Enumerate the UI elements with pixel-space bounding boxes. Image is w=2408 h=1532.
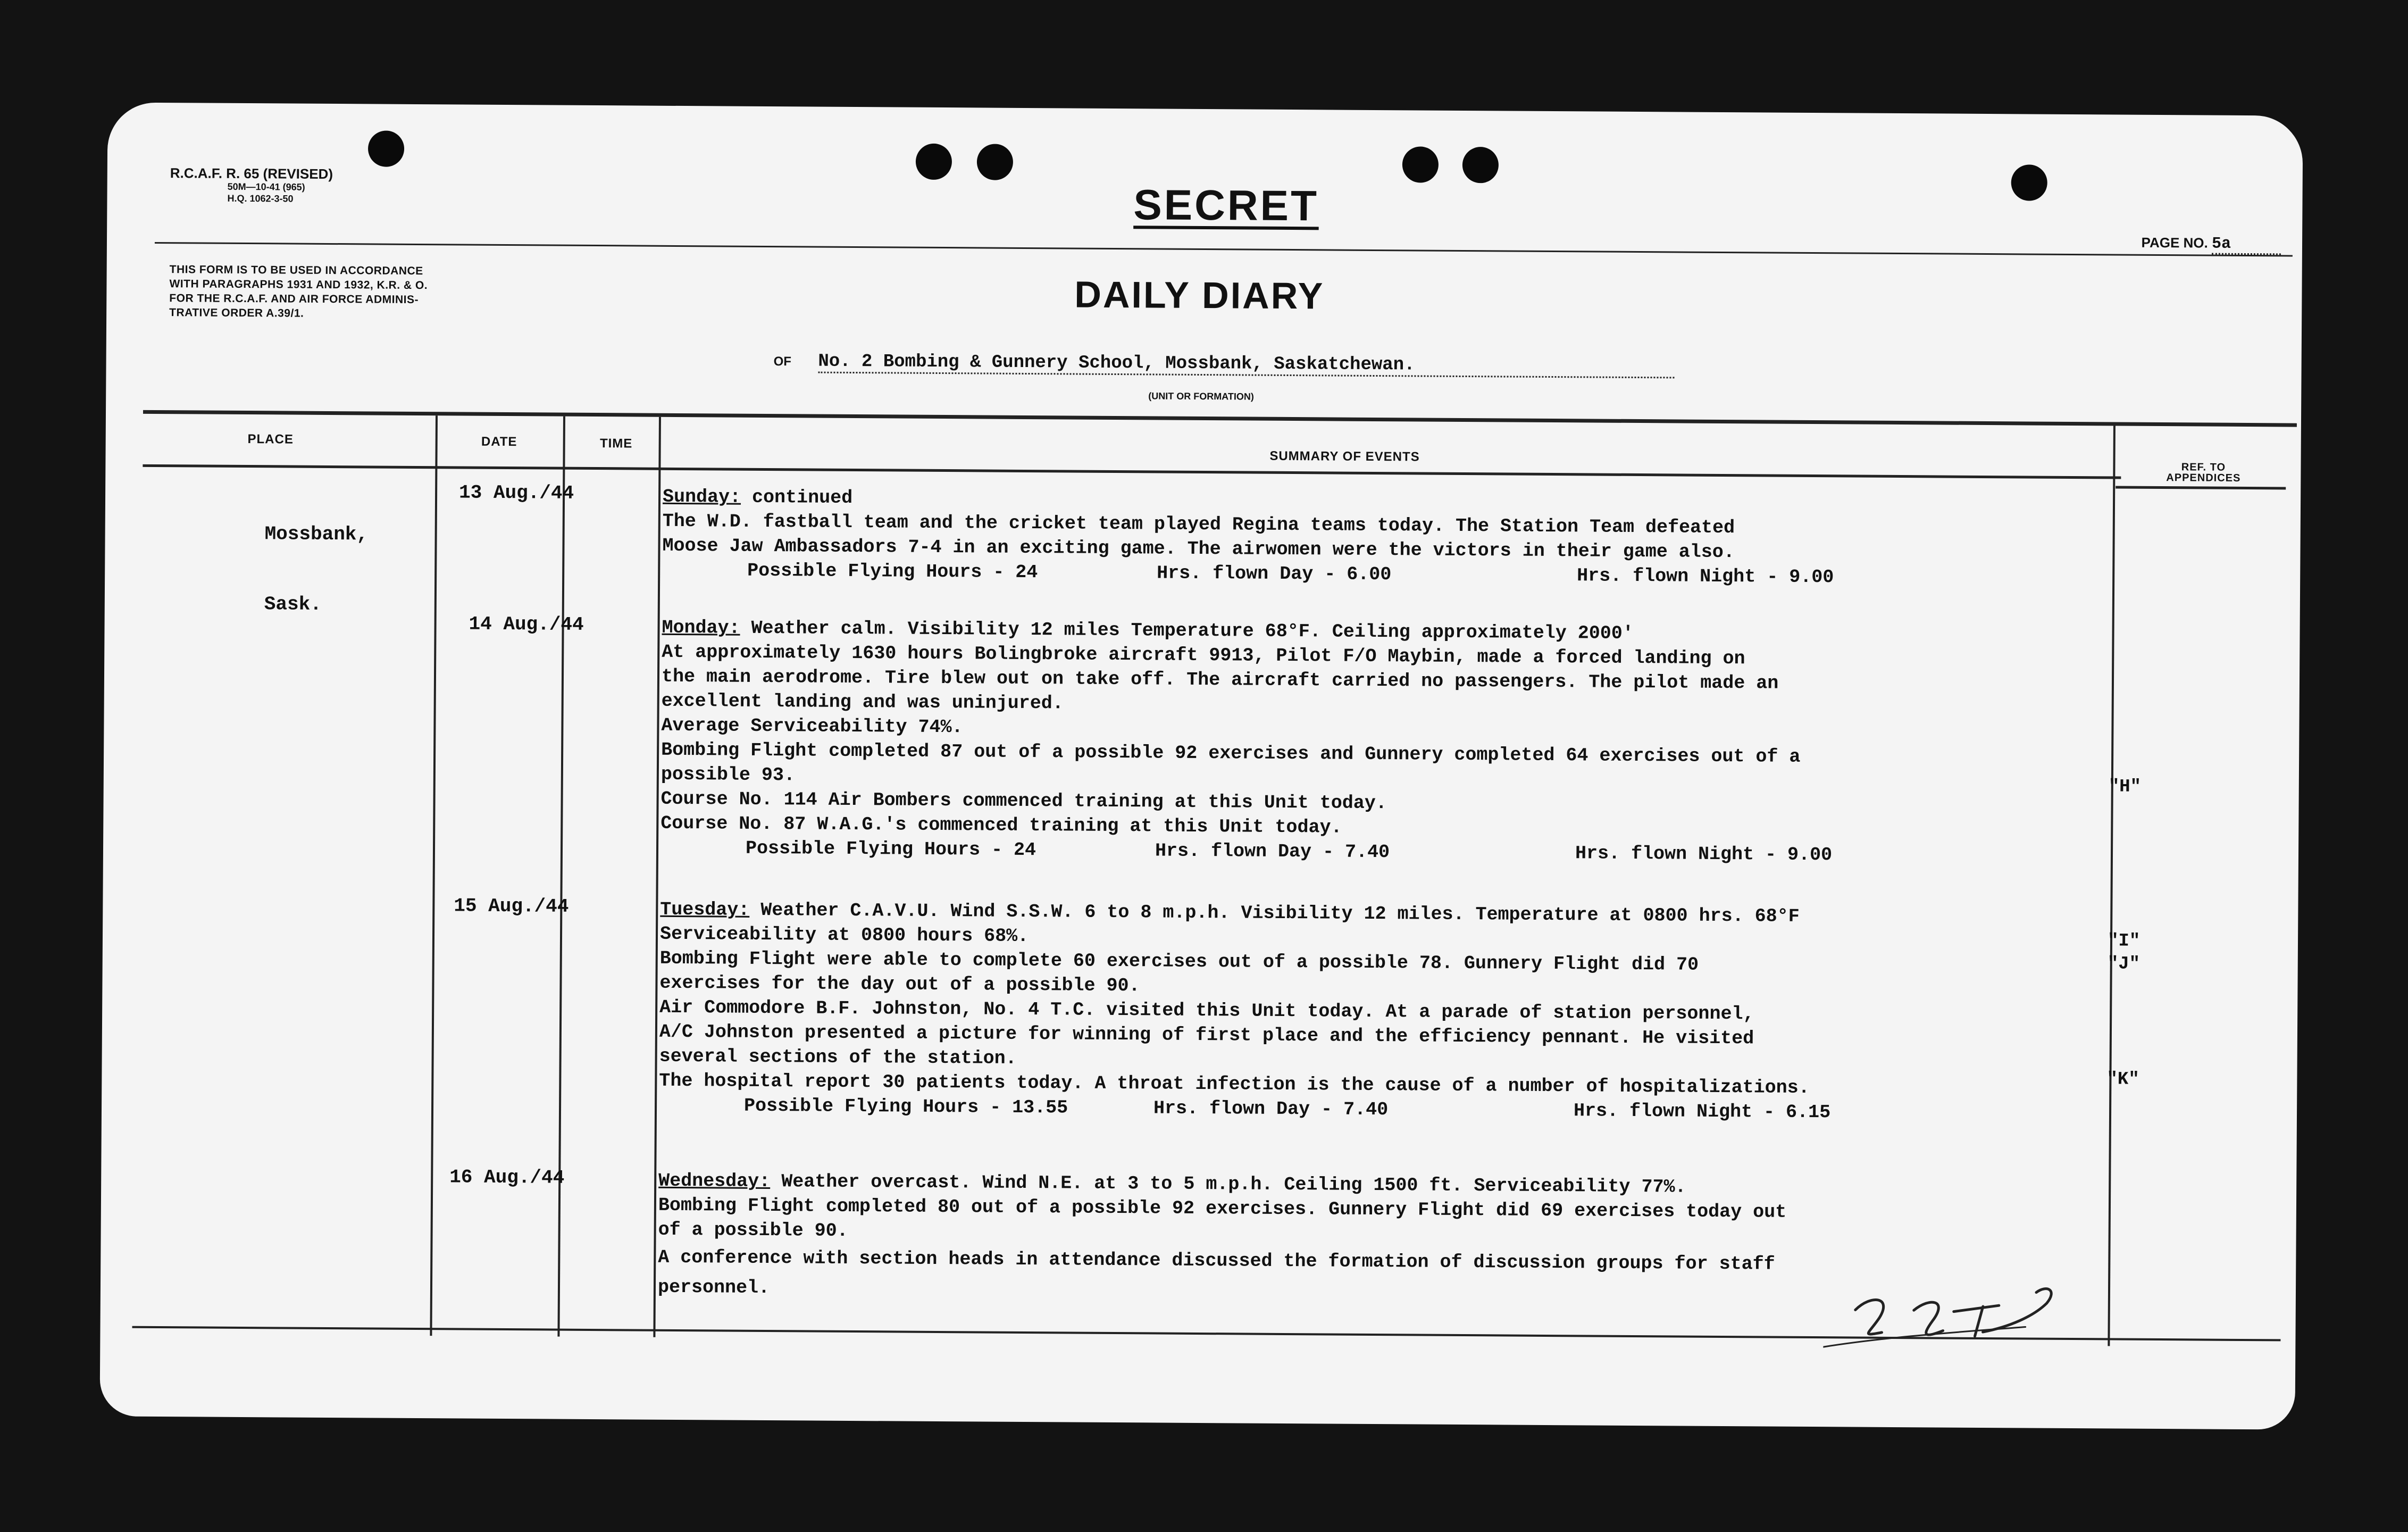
column-divider bbox=[557, 417, 565, 1337]
hours-flown-day: Hrs. flown Day - 7.40 bbox=[1155, 840, 1390, 863]
entry-summary bbox=[659, 897, 2005, 1126]
usage-notice bbox=[169, 262, 574, 322]
form-print-run: 50M—10-41 (965) bbox=[227, 181, 305, 193]
punch-hole bbox=[368, 130, 404, 166]
column-header-summary: SUMMARY OF EVENTS bbox=[1269, 448, 1420, 464]
summary-text: Weather C.A.V.U. Wind S.S.W. 6 to 8 m.p.h. Visibility 12 miles. Temperature at 0800 hrs. 68°F bbox=[749, 899, 1800, 927]
entry-summary bbox=[658, 1169, 2004, 1308]
punch-hole bbox=[1462, 147, 1499, 183]
summary-line: personnel. bbox=[657, 1276, 770, 1299]
hours-flown-night: Hrs. flown Night - 6.15 bbox=[1573, 1100, 1831, 1123]
hours-flown-night: Hrs. flown Night - 9.00 bbox=[1575, 843, 1833, 866]
of-label: OF bbox=[773, 354, 792, 369]
column-header-ref bbox=[2121, 462, 2286, 484]
possible-flying-hours: Possible Flying Hours - 24 bbox=[745, 837, 1036, 861]
unit-name: No. 2 Bombing & Gunnery School, Mossbank, Saskatchewan. bbox=[818, 352, 1674, 379]
hours-flown-night: Hrs. flown Night - 9.00 bbox=[1577, 565, 1834, 588]
ref-header-line: REF. TO bbox=[2181, 461, 2226, 473]
column-header-place: PLACE bbox=[247, 432, 294, 447]
summary-text: Weather calm. Visibility 12 miles Temperature 68°F. Ceiling approximately 2000' bbox=[740, 617, 1634, 644]
summary-line: At approximately 1630 hours Bolingbroke aircraft 9913, Pilot F/O Maybin, made a forced landing on bbox=[662, 641, 1745, 670]
summary-text: Weather overcast. Wind N.E. at 3 to 5 m.p.h. Ceiling 1500 ft. Serviceability 77%. bbox=[770, 1171, 1686, 1198]
appendix-ref: "J" bbox=[2107, 954, 2141, 975]
form-hq-ref: H.Q. 1062-3-50 bbox=[227, 193, 294, 204]
column-header-time: TIME bbox=[599, 436, 633, 451]
notice-line: TRATIVE ORDER A.39/1. bbox=[169, 306, 304, 320]
notice-line: THIS FORM IS TO BE USED IN ACCORDANCE bbox=[169, 263, 423, 278]
hours-flown-day: Hrs. flown Day - 6.00 bbox=[1157, 562, 1392, 586]
summary-line: The W.D. fastball team and the cricket team played Regina teams today. The Station Team defeated bbox=[662, 510, 1735, 539]
summary-line: Bombing Flight were able to complete 60 exercises out of a possible 78. Gunnery Flight did 70 bbox=[659, 947, 1699, 976]
summary-line: exercises for the day out of a possible 90. bbox=[659, 972, 1140, 997]
entry-date: 13 Aug./44 bbox=[458, 481, 574, 504]
unit-caption: (UNIT OR FORMATION) bbox=[1148, 390, 1254, 402]
page-number-value: 5a bbox=[2212, 235, 2281, 255]
column-divider bbox=[430, 415, 438, 1336]
day-label: Wednesday: bbox=[658, 1170, 771, 1193]
entry-summary bbox=[660, 615, 2008, 868]
column-divider bbox=[2108, 426, 2116, 1346]
form-number: R.C.A.F. R. 65 (REVISED) bbox=[170, 165, 333, 182]
entry-summary bbox=[662, 485, 2008, 590]
place-line: Mossbank, bbox=[264, 523, 369, 546]
possible-flying-hours: Possible Flying Hours - 13.55 bbox=[743, 1095, 1068, 1119]
unit-row bbox=[773, 351, 1674, 378]
day-label: Sunday: bbox=[662, 486, 741, 508]
ref-header-line: APPENDICES bbox=[2166, 472, 2241, 484]
table-top-rule bbox=[143, 410, 2297, 427]
page-number-label: PAGE NO. bbox=[2141, 234, 2208, 251]
ref-head-rule bbox=[2116, 486, 2286, 489]
punch-hole bbox=[977, 144, 1013, 180]
summary-line: Course No. 87 W.A.G.'s commenced training at this Unit today. bbox=[660, 812, 1342, 838]
punch-hole bbox=[916, 144, 952, 180]
summary-line: possible 93. bbox=[660, 763, 796, 786]
possible-flying-hours: Possible Flying Hours - 24 bbox=[747, 560, 1038, 584]
summary-line: A conference with section heads in attendance discussed the formation of discussion groups for staff bbox=[658, 1246, 1775, 1275]
summary-line: Bombing Flight completed 87 out of a possible 92 exercises and Gunnery completed 64 exercises out of a bbox=[661, 739, 1801, 768]
hours-flown-day: Hrs. flown Day - 7.40 bbox=[1153, 1097, 1389, 1121]
summary-line: Course No. 114 Air Bombers commenced training at this Unit today. bbox=[660, 788, 1387, 814]
summary-line: Serviceability at 0800 hours 68%. bbox=[659, 923, 1029, 947]
summary-line: the main aerodrome. Tire blew out on take off. The aircraft carried no passengers. The pilot made an bbox=[661, 665, 1779, 694]
classification-stamp: SECRET bbox=[1133, 181, 1319, 230]
entry-date: 15 Aug./44 bbox=[454, 895, 569, 918]
summary-text: continued bbox=[740, 486, 853, 509]
appendix-ref: "H" bbox=[2108, 777, 2142, 797]
notice-line: WITH PARAGRAPHS 1931 AND 1932, K.R. & O. bbox=[169, 278, 428, 292]
summary-line: Bombing Flight completed 80 out of a possible 92 exercises. Gunnery Flight did 69 exercises today out bbox=[658, 1194, 1787, 1223]
entry-date: 14 Aug./44 bbox=[469, 613, 584, 636]
header-rule bbox=[155, 242, 2293, 257]
table-head-rule bbox=[143, 464, 2121, 479]
page-number bbox=[2141, 235, 2281, 255]
appendix-ref: "I" bbox=[2107, 931, 2141, 952]
form-identifier bbox=[170, 165, 333, 205]
handwritten-initials bbox=[1823, 1272, 2068, 1359]
summary-line: The hospital report 30 patients today. A throat infection is the cause of a number of hospitalizations. bbox=[659, 1070, 1810, 1098]
diary-form bbox=[99, 102, 2303, 1429]
place-cell bbox=[264, 476, 369, 663]
punch-hole bbox=[1402, 146, 1439, 182]
column-header-date: DATE bbox=[481, 434, 517, 449]
summary-line: Air Commodore B.F. Johnston, No. 4 T.C. visited this Unit today. At a parade of station personnel, bbox=[659, 996, 1754, 1025]
summary-line: A/C Johnston presented a picture for winning of first place and the efficiency pennant. He visited bbox=[659, 1021, 1754, 1050]
summary-line: several sections of the station. bbox=[659, 1045, 1017, 1069]
summary-line: Average Serviceability 74%. bbox=[661, 714, 963, 738]
summary-line: of a possible 90. bbox=[658, 1219, 848, 1242]
day-label: Monday: bbox=[662, 617, 740, 639]
entry-date: 16 Aug./44 bbox=[449, 1166, 565, 1189]
punch-hole bbox=[2011, 164, 2047, 201]
place-line: Sask. bbox=[264, 593, 322, 615]
day-label: Tuesday: bbox=[660, 898, 750, 921]
appendix-ref: "K" bbox=[2106, 1069, 2139, 1090]
summary-line: excellent landing and was uninjured. bbox=[661, 690, 1064, 714]
summary-line: Moose Jaw Ambassadors 7-4 in an exciting game. The airwomen were the victors in their game also. bbox=[662, 535, 1735, 563]
notice-line: FOR THE R.C.A.F. AND AIR FORCE ADMINIS- bbox=[169, 292, 419, 306]
form-title: DAILY DIARY bbox=[1074, 273, 1325, 317]
